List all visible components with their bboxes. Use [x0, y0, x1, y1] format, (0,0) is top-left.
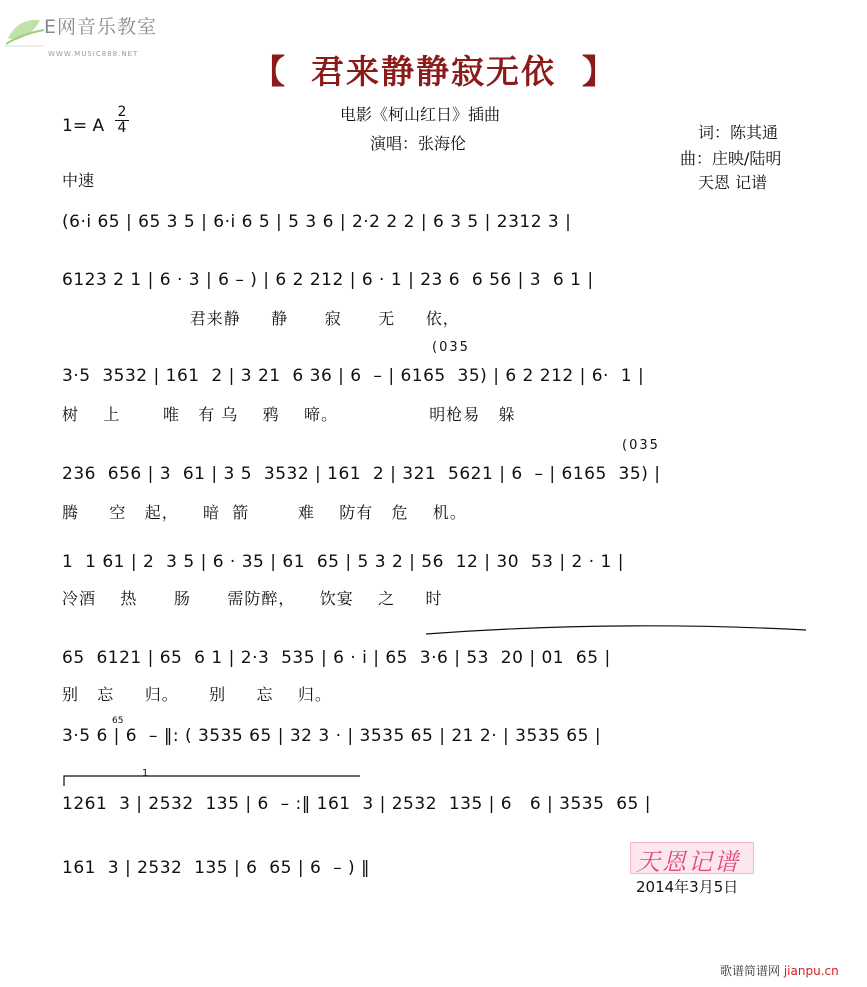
- subtitle: 电影《柯山红日》插曲: [340, 105, 501, 124]
- tempo-marking: 中速: [62, 171, 95, 190]
- bracket-035-b: (035: [622, 438, 660, 453]
- score-line-2: [62, 260, 808, 300]
- score-line-5: [62, 542, 808, 582]
- notes-line-2: 6123 2 1 | 6 · 3 | 6 – ) | 6 2 212 | 6 · 1 | 23 6 6 56 | 3 6 1 |: [62, 270, 594, 290]
- transcriber: 天恩 记谱: [698, 173, 768, 192]
- notes-line-5: 1 1 61 | 2 3 5 | 6 · 35 | 61 65 | 5 3 2 | 56 12 | 30 53 | 2 · 1 |: [62, 552, 624, 572]
- footer-site-name: 歌谱简谱网: [720, 964, 781, 978]
- score-line-3: [62, 356, 808, 396]
- notes-line-7: 3·5 6 | 6 – ‖: ( 3535 65 | 32 3 · | 3535 65 | 21 2· | 3535 65 |: [62, 726, 602, 746]
- grace-note: 65: [112, 716, 124, 726]
- lyric-line-6: 别 忘 归。 别 忘 归。: [62, 685, 332, 704]
- slur-long: [424, 622, 808, 636]
- time-sig-top: 2: [117, 104, 127, 120]
- time-sig-bottom: 4: [115, 120, 129, 136]
- score-line-6: [62, 638, 808, 678]
- lyric-line-4: 腾 空 起， 暗 箭 难 防有 危 机。: [62, 503, 467, 522]
- score-line-1: [62, 202, 808, 242]
- volta-number: 1: [142, 768, 149, 779]
- bracket-035-a: (035: [432, 340, 470, 355]
- score-line-8: [62, 784, 808, 824]
- title-open-bracket: 【: [252, 52, 285, 91]
- leaf-icon: [4, 16, 48, 48]
- lyric-line-3: 树 上 唯 有 乌 鸦 啼。 明枪易 躲: [62, 405, 516, 424]
- footer-watermark: [720, 962, 839, 979]
- notes-line-8: 1261 3 | 2532 135 | 6 – :‖ 161 3 | 2532 135 | 6 6 | 3535 65 |: [62, 794, 652, 814]
- score-line-7: [62, 716, 808, 756]
- notes-line-1: (6·i 65 | 65 3 5 | 6·i 6 5 | 5 3 6 | 2·2 2 2 | 6 3 5 | 2312 3 |: [62, 212, 572, 232]
- notes-line-3: 3·5 3532 | 161 2 | 3 21 6 36 | 6 – | 6165 35) | 6 2 212 | 6· 1 |: [62, 366, 645, 386]
- time-signature: [115, 105, 129, 136]
- title-close-bracket: 】: [582, 52, 615, 91]
- singer: 演唱：张海伦: [370, 134, 467, 153]
- composer: 曲：庄映/陆明: [680, 149, 782, 168]
- transcription-date: 2014年3月5日: [636, 878, 739, 896]
- title-text: 君来静静寂无依: [311, 52, 556, 91]
- watermark-url: WWW.MUSIC888.NET: [48, 50, 139, 58]
- watermark-name: E网音乐教室: [44, 16, 158, 38]
- notes-line-4: 236 656 | 3 61 | 3 5 3532 | 161 2 | 321 5621 | 6 – | 6165 35) |: [62, 464, 661, 484]
- song-title: [0, 46, 867, 93]
- transcriber-stamp: 天恩记谱: [636, 848, 740, 876]
- lyric-line-5: 冷酒 热 肠 需防醉， 饮宴 之 时: [62, 589, 443, 608]
- lyric-line-2: 君来静 静 寂 无 依，: [62, 309, 460, 328]
- key-signature: 1= A: [62, 116, 105, 136]
- notes-line-6: 65 6121 | 65 6 1 | 2·3 535 | 6 · i | 65 3·6 | 53 20 | 01 65 |: [62, 648, 611, 668]
- footer-site-url: jianpu.cn: [783, 964, 839, 978]
- lyricist: 词：陈其通: [698, 123, 779, 142]
- score-line-4: [62, 454, 808, 494]
- notes-line-9: 161 3 | 2532 135 | 6 65 | 6 – ) ‖: [62, 858, 371, 878]
